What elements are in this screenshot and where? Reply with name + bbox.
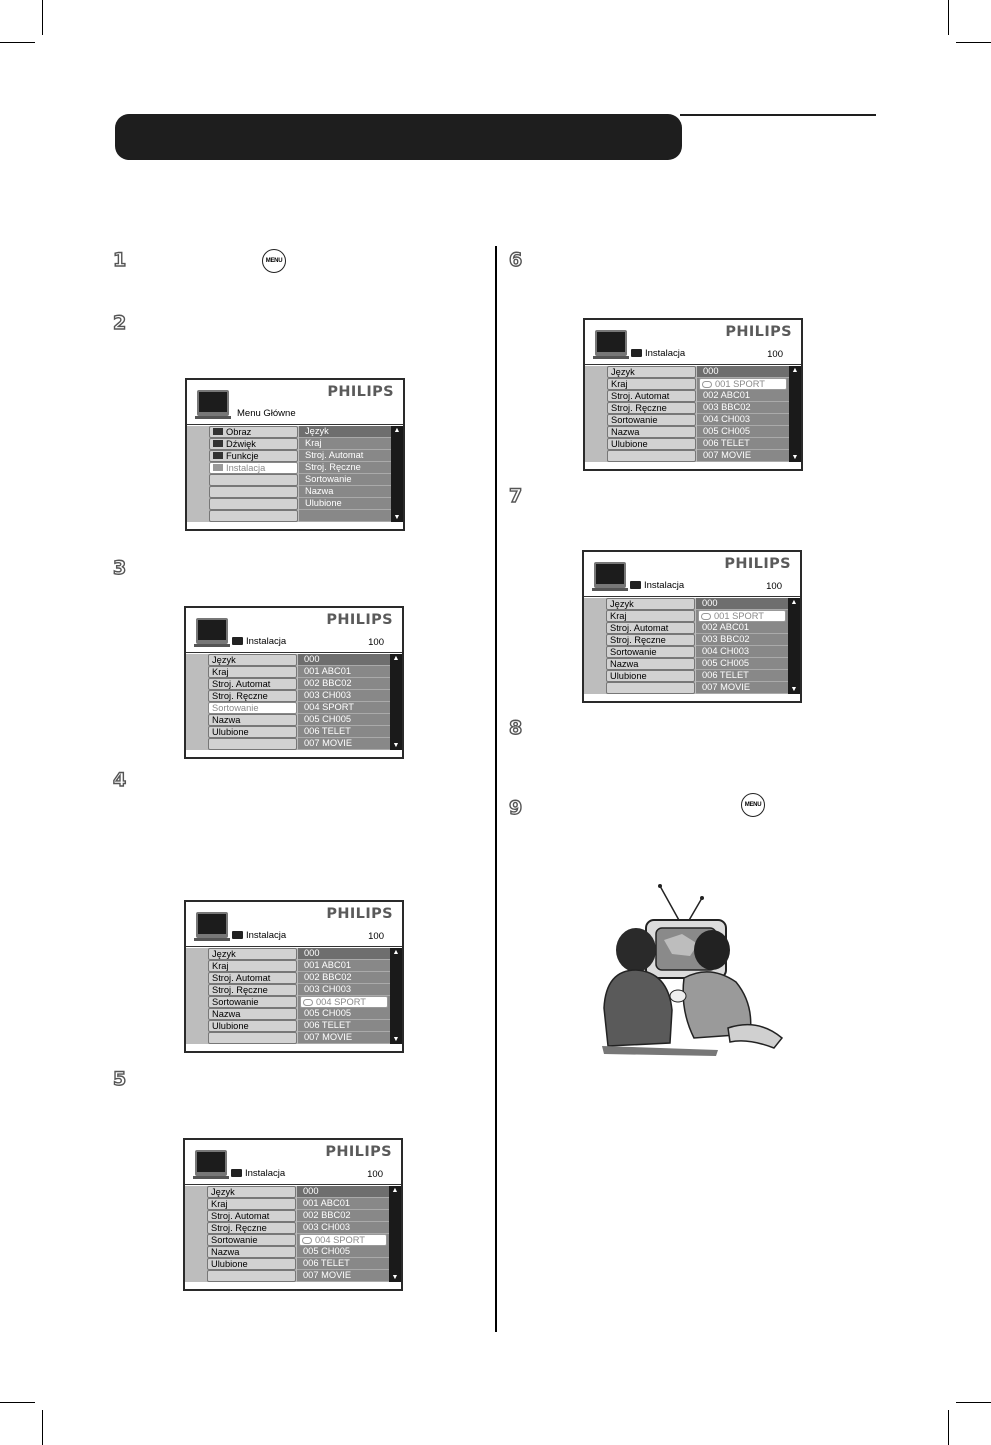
install-item[interactable]: Stroj. Automat (208, 678, 297, 690)
install-item[interactable]: Sortowanie (607, 414, 696, 426)
channel-item[interactable]: 000 (298, 654, 390, 666)
picture-icon (213, 428, 223, 435)
channel-item[interactable]: 002 ABC01 (696, 622, 788, 634)
step-number: 6 (509, 249, 523, 271)
tv-screen-installation (184, 606, 404, 759)
crop-mark (948, 0, 949, 35)
channel-item[interactable]: 001 ABC01 (298, 666, 390, 678)
channel-item[interactable]: 005 CH005 (298, 1008, 390, 1020)
channel-item[interactable]: 003 BBC02 (696, 634, 788, 646)
channel-item[interactable]: 007 MOVIE (696, 682, 788, 694)
crop-mark (42, 0, 43, 35)
move-icon (302, 1237, 312, 1244)
menu-item-funkcje[interactable]: Funkcje (209, 450, 298, 462)
gear-icon (213, 464, 223, 471)
install-item[interactable]: Kraj (607, 378, 696, 390)
install-menu-list (606, 598, 696, 694)
install-item (208, 1032, 297, 1044)
install-item[interactable]: Sortowanie (207, 1234, 296, 1246)
speaker-icon (213, 440, 223, 447)
channel-item[interactable]: 004 SPORT (298, 702, 390, 714)
channel-item[interactable]: 007 MOVIE (298, 738, 390, 750)
scroll-down-icon[interactable]: ▼ (791, 454, 799, 461)
install-item[interactable]: Nazwa (606, 658, 695, 670)
scroll-up-icon[interactable]: ▲ (392, 655, 400, 662)
install-item[interactable]: Stroj. Automat (606, 622, 695, 634)
scrollbar[interactable] (391, 426, 403, 522)
step-number: 8 (509, 717, 523, 739)
channel-item[interactable]: 002 BBC02 (298, 972, 390, 984)
channel-item[interactable]: 000 (696, 598, 788, 610)
install-item[interactable]: Stroj. Automat (207, 1210, 296, 1222)
channel-item-selected[interactable]: 001 SPORT (699, 378, 787, 390)
channel-item[interactable]: 003 CH003 (298, 984, 390, 996)
submenu-item[interactable]: Kraj (299, 438, 391, 450)
tv-screen-installation (184, 900, 404, 1053)
install-menu-list (208, 654, 298, 750)
install-item[interactable]: Stroj. Ręczne (606, 634, 695, 646)
install-item[interactable]: Ulubione (607, 438, 696, 450)
gear-icon (631, 349, 642, 357)
scroll-down-icon[interactable]: ▼ (393, 514, 401, 521)
gear-icon (232, 931, 243, 939)
tv-screen-main-menu (185, 378, 405, 531)
tv-screen-installation (582, 550, 802, 703)
scroll-down-icon[interactable]: ▼ (391, 1274, 399, 1281)
screen-title: Instalacja (630, 580, 684, 591)
screen-title: Menu Główne (237, 408, 296, 419)
install-item[interactable]: Nazwa (208, 714, 297, 726)
channel-list (697, 366, 789, 462)
install-item[interactable]: Sortowanie (606, 646, 695, 658)
install-item[interactable]: Kraj (207, 1198, 296, 1210)
main-menu-list (209, 426, 299, 522)
brand-logo: PHILIPS (326, 612, 393, 628)
install-item (606, 682, 695, 694)
channel-item[interactable]: 005 CH005 (696, 658, 788, 670)
channel-list (696, 598, 788, 694)
menu-item-empty (209, 474, 298, 486)
scroll-up-icon[interactable]: ▲ (790, 599, 798, 606)
step-number: 3 (113, 557, 127, 579)
install-item[interactable]: Ulubione (208, 726, 297, 738)
program-number: 100 (367, 1169, 383, 1180)
scrollbar[interactable] (789, 366, 801, 462)
install-item[interactable]: Nazwa (207, 1246, 296, 1258)
scroll-up-icon[interactable]: ▲ (393, 427, 401, 434)
menu-button-icon: MENU (741, 793, 765, 817)
step-number: 5 (113, 1068, 127, 1090)
brand-logo: PHILIPS (326, 906, 393, 922)
move-icon (701, 613, 711, 620)
install-item (607, 450, 696, 462)
channel-item[interactable]: 006 TELET (696, 670, 788, 682)
channel-item[interactable]: 002 ABC01 (697, 390, 789, 402)
screen-title: Instalacja (232, 636, 286, 647)
install-item[interactable]: Kraj (208, 960, 297, 972)
program-number: 100 (368, 931, 384, 942)
install-item (207, 1270, 296, 1282)
submenu-item[interactable]: Nazwa (299, 486, 391, 498)
star-icon (213, 452, 223, 459)
brand-logo: PHILIPS (325, 1144, 392, 1160)
submenu-item[interactable]: Stroj. Ręczne (299, 462, 391, 474)
tv-watching-illustration (598, 878, 788, 1060)
install-item[interactable]: Kraj (208, 666, 297, 678)
install-item[interactable]: Nazwa (208, 1008, 297, 1020)
move-icon (303, 999, 313, 1006)
install-item[interactable]: Stroj. Automat (607, 390, 696, 402)
screen-title: Instalacja (232, 930, 286, 941)
channel-list (298, 948, 390, 1044)
channel-item[interactable]: 001 ABC01 (298, 960, 390, 972)
channel-item[interactable]: 006 TELET (298, 1020, 390, 1032)
submenu-item (299, 510, 391, 522)
program-number: 100 (368, 637, 384, 648)
install-item[interactable]: Ulubione (207, 1258, 296, 1270)
tv-screen-installation (183, 1138, 403, 1291)
crop-mark (0, 42, 35, 43)
submenu-item[interactable]: Sortowanie (299, 474, 391, 486)
channel-item[interactable]: 000 (697, 366, 789, 378)
channel-item[interactable]: 005 CH005 (298, 714, 390, 726)
menu-button-icon: MENU (262, 249, 286, 273)
menu-item-obraz[interactable]: Obraz (209, 426, 298, 438)
scroll-up-icon[interactable]: ▲ (791, 367, 799, 374)
install-item[interactable]: Kraj (606, 610, 695, 622)
menu-item-instalacja[interactable]: Instalacja (209, 462, 298, 474)
channel-item-selected[interactable]: 001 SPORT (698, 610, 786, 622)
crop-mark (42, 1410, 43, 1445)
submenu-item[interactable]: Język (299, 426, 391, 438)
channel-item[interactable]: 007 MOVIE (297, 1270, 389, 1282)
move-icon (702, 381, 712, 388)
channel-item[interactable]: 007 MOVIE (298, 1032, 390, 1044)
install-item[interactable]: Język (606, 598, 695, 610)
gear-icon (231, 1169, 242, 1177)
gear-icon (630, 581, 641, 589)
screen-title: Instalacja (631, 348, 685, 359)
channel-item[interactable]: 004 CH003 (696, 646, 788, 658)
scrollbar[interactable] (390, 654, 402, 750)
install-item[interactable]: Sortowanie (208, 702, 297, 714)
step-number: 4 (113, 769, 127, 791)
channel-item-selected[interactable]: 004 SPORT (299, 1234, 387, 1246)
install-item (208, 738, 297, 750)
channel-item[interactable]: 003 BBC02 (697, 402, 789, 414)
channel-item-selected[interactable]: 004 SPORT (300, 996, 388, 1008)
channel-item[interactable]: 005 CH005 (697, 426, 789, 438)
channel-item[interactable]: 004 CH003 (697, 414, 789, 426)
scrollbar[interactable] (389, 1186, 401, 1282)
program-number: 100 (767, 349, 783, 360)
channel-list (297, 1186, 389, 1282)
menu-item-empty (209, 486, 298, 498)
tv-icon (197, 390, 229, 416)
crop-mark (948, 1410, 949, 1445)
scrollbar[interactable] (390, 948, 402, 1044)
menu-item-empty (209, 498, 298, 510)
install-item[interactable]: Ulubione (208, 1020, 297, 1032)
scroll-up-icon[interactable]: ▲ (392, 949, 400, 956)
install-item[interactable]: Język (208, 948, 297, 960)
install-menu-list (208, 948, 298, 1044)
brand-logo: PHILIPS (724, 556, 791, 572)
brand-logo: PHILIPS (327, 384, 394, 400)
install-item[interactable]: Ulubione (606, 670, 695, 682)
install-item[interactable]: Stroj. Automat (208, 972, 297, 984)
step-number: 2 (113, 312, 127, 334)
channel-item[interactable]: 007 MOVIE (697, 450, 789, 462)
channel-item[interactable]: 006 TELET (298, 726, 390, 738)
channel-item[interactable]: 001 ABC01 (297, 1198, 389, 1210)
step-number: 9 (509, 797, 523, 819)
channel-item[interactable]: 005 CH005 (297, 1246, 389, 1258)
channel-item[interactable]: 003 CH003 (297, 1222, 389, 1234)
channel-list (298, 654, 390, 750)
tv-icon (594, 562, 626, 588)
submenu-item[interactable]: Ulubione (299, 498, 391, 510)
channel-item[interactable]: 006 TELET (697, 438, 789, 450)
menu-item-empty (209, 510, 298, 522)
program-number: 100 (766, 581, 782, 592)
scroll-down-icon[interactable]: ▼ (790, 686, 798, 693)
scrollbar[interactable] (788, 598, 800, 694)
channel-item[interactable]: 002 BBC02 (297, 1210, 389, 1222)
gear-icon (232, 637, 243, 645)
install-item[interactable]: Stroj. Ręczne (207, 1222, 296, 1234)
step-number: 7 (509, 485, 523, 507)
install-item[interactable]: Język (208, 654, 297, 666)
channel-item[interactable]: 000 (297, 1186, 389, 1198)
step-number: 1 (113, 249, 127, 271)
scroll-down-icon[interactable]: ▼ (392, 1036, 400, 1043)
tv-screen-installation (583, 318, 803, 471)
scroll-up-icon[interactable]: ▲ (391, 1187, 399, 1194)
tv-icon (195, 1150, 227, 1176)
brand-logo: PHILIPS (725, 324, 792, 340)
crop-mark (956, 42, 991, 43)
submenu-item[interactable]: Stroj. Automat (299, 450, 391, 462)
tv-icon (595, 330, 627, 356)
install-item[interactable]: Stroj. Ręczne (607, 402, 696, 414)
column-divider (495, 246, 497, 1332)
install-menu-list (607, 366, 697, 462)
crop-mark (0, 1402, 35, 1403)
header-banner (115, 114, 682, 160)
header-rule (680, 114, 876, 116)
channel-item[interactable]: 006 TELET (297, 1258, 389, 1270)
tv-icon (196, 618, 228, 644)
install-item[interactable]: Stroj. Ręczne (208, 984, 297, 996)
channel-item[interactable]: 000 (298, 948, 390, 960)
tv-icon (196, 912, 228, 938)
scroll-down-icon[interactable]: ▼ (392, 742, 400, 749)
install-item[interactable]: Sortowanie (208, 996, 297, 1008)
menu-item-dzwiek[interactable]: Dźwięk (209, 438, 298, 450)
install-item[interactable]: Język (207, 1186, 296, 1198)
install-item[interactable]: Stroj. Ręczne (208, 690, 297, 702)
screen-title: Instalacja (231, 1168, 285, 1179)
install-item[interactable]: Język (607, 366, 696, 378)
install-menu-list (207, 1186, 297, 1282)
submenu-list (299, 426, 391, 522)
channel-item[interactable]: 003 CH003 (298, 690, 390, 702)
channel-item[interactable]: 002 BBC02 (298, 678, 390, 690)
install-item[interactable]: Nazwa (607, 426, 696, 438)
crop-mark (956, 1402, 991, 1403)
